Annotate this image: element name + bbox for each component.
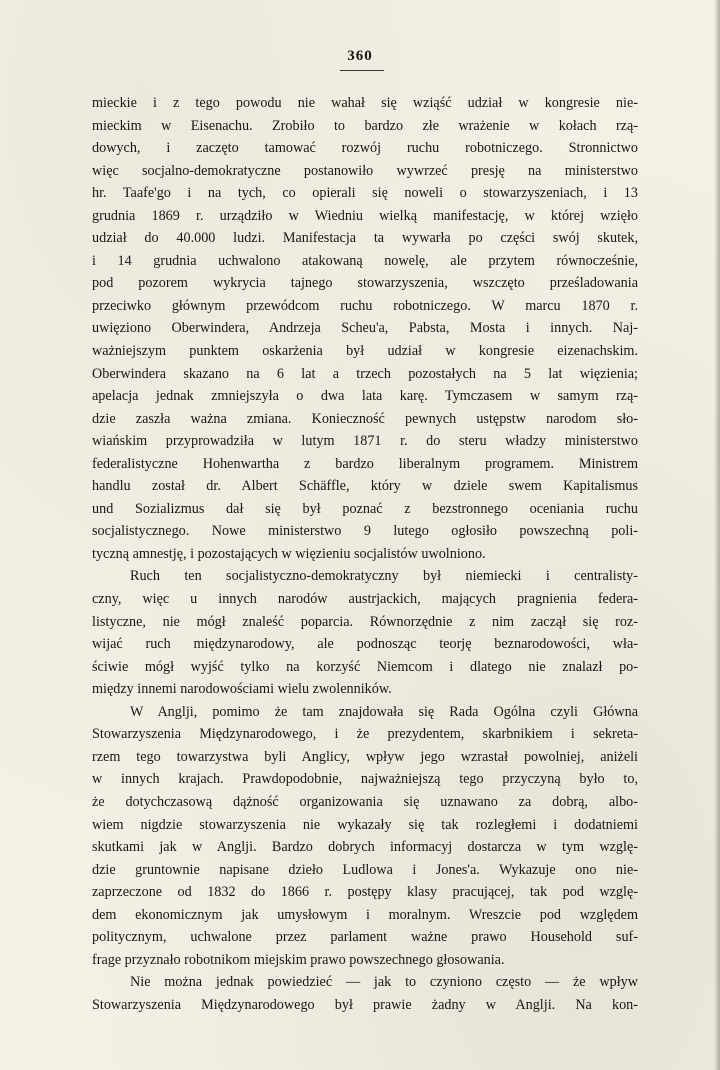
text-line: tyczną amnestję, i pozostających w więzieniu socjalistów uwolniono. (92, 545, 486, 562)
page-edge-shadow (714, 0, 720, 1070)
text-line: socjalistycznego. Nowe ministerstwo 9 lutego ogłosiło powszechną poli- (92, 523, 638, 540)
text-line: W Anglji, pomimo że tam znajdowała się Rada Ogólna czyli Główna (130, 703, 638, 720)
text-line: zaprzeczone od 1832 do 1866 r. postępy klasy pracującej, tak pod wzglę- (92, 884, 638, 901)
text-line: federalistyczne Hohenwartha z bardzo liberalnym programem. Ministrem (92, 455, 638, 472)
text-line: udział do 40.000 ludzi. Manifestacja ta wywarła po części swój skutek, (92, 230, 638, 247)
text-line: mieckie i z tego powodu nie wahał się wziąść udział w kongresie nie- (92, 95, 638, 111)
text-line: że dotychczasową dążność organizowania się uznawano za dobrą, albo- (92, 793, 638, 810)
paragraph-4 (92, 971, 638, 1016)
text-line: i 14 grudnia uchwalono atakowaną nowelę, ale przytem równocześnie, (92, 252, 638, 269)
text-line: dowych, i zaczęto tamować rozwój ruchu robotniczego. Stronnictwo (92, 140, 638, 157)
text-line: skutkami jak w Anglji. Bardzo dobrych informacyj dostarcza w tym wzglę- (92, 839, 638, 856)
paragraph-1 (92, 92, 638, 565)
text-line: przeciwko głównym przewódcom ruchu robotniczego. W marcu 1870 r. (92, 297, 638, 314)
text-line: więc socjalno-demokratyczne postanowiło wywrzeć presję na ministerstwo (92, 162, 638, 179)
text-line: ściwie mógł wyjść tylko na korzyść Niemcom i dlatego nie znalazł po- (92, 658, 638, 675)
text-line: Oberwindera skazano na 6 lat a trzech pozostałych na 5 lat więzienia; (92, 365, 638, 382)
text-line: w innych krajach. Prawdopodobnie, najważniejszą tego przyczyną było to, (92, 771, 638, 788)
page-number-rule (340, 70, 384, 71)
text-line: rzem tego towarzystwa byli Anglicy, wpływ jego wzrastał powolniej, aniżeli (92, 748, 638, 765)
text-line: Stowarzyszenia Międzynarodowego, i że prezydentem, skarbnikiem i sekreta- (92, 726, 638, 743)
text-line: Stowarzyszenia Międzynarodowego był prawie żadny w Anglji. Na kon- (92, 996, 638, 1013)
text-line: czny, więc u innych narodów austrjackich, mających pragnienia federa- (92, 591, 638, 608)
body-text (92, 92, 638, 1016)
text-line: hr. Taafe'go i na tych, co opierali się noweli o stowarzyszeniach, i 13 (92, 185, 638, 202)
text-line: uwięziono Oberwindera, Andrzeja Scheu'a, Pabsta, Mosta i innych. Naj- (92, 320, 638, 337)
text-line: frage przyznało robotnikom miejskim prawo powszechnego głosowania. (92, 951, 505, 968)
text-line: wiańskim przyprowadziła w lutym 1871 r. do steru władzy ministerstwo (92, 433, 638, 450)
text-line: wijać ruch międzynarodowy, ale podnosząc teorję beznarodowości, wła- (92, 636, 638, 653)
text-line: pod pozorem wykrycia tajnego stowarzyszenia, wszczęto prześladowania (92, 275, 638, 292)
text-line: Nie można jednak powiedzieć — jak to czyniono często — że wpływ (130, 974, 638, 991)
text-line: ważniejszym punktem oskarżenia był udział w kongresie eizenachskim. (92, 343, 638, 360)
text-line: listyczne, nie mógł znaleść poparcia. Równorzędnie z nim zaczął się roz- (92, 613, 638, 630)
text-line: handlu został dr. Albert Schäffle, który w dziele swem Kapitalismus (92, 478, 638, 495)
paragraph-3 (92, 701, 638, 972)
text-line: dem ekonomicznym jak umysłowym i moralnym. Wreszcie pod względem (92, 906, 638, 923)
text-line: apelacja jednak zmniejszyła o dwa lata karę. Tymczasem w samym rzą- (92, 388, 638, 405)
text-line: wiem nigdzie stowarzyszenia nie wykazały się tak rozległemi i dodatniemi (92, 816, 638, 833)
text-line: dzie zaszła ważna zmiana. Konieczność pewnych ustępstw narodom sło- (92, 410, 638, 427)
text-line: und Sozializmus dał się był poznać z bezstronnego oceniania ruchu (92, 500, 638, 517)
text-line: mieckim w Eisenachu. Zrobiło to bardzo złe wrażenie w kołach rzą- (92, 117, 638, 134)
text-line: dzie gruntownie napisane dzieło Ludlowa i Jones'a. Wykazuje ono nie- (92, 861, 638, 878)
text-line: Ruch ten socjalistyczno-demokratyczny był niemiecki i centralisty- (130, 568, 638, 585)
text-line: między innemi narodowościami wielu zwolenników. (92, 681, 392, 698)
text-line: politycznym, uchwalone przez parlament ważne prawo Household suf- (92, 929, 638, 946)
page-number: 360 (347, 48, 373, 64)
text-line: grudnia 1869 r. urządziło w Wiedniu wielką manifestację, w której wzięło (92, 207, 638, 224)
paragraph-2 (92, 565, 638, 700)
